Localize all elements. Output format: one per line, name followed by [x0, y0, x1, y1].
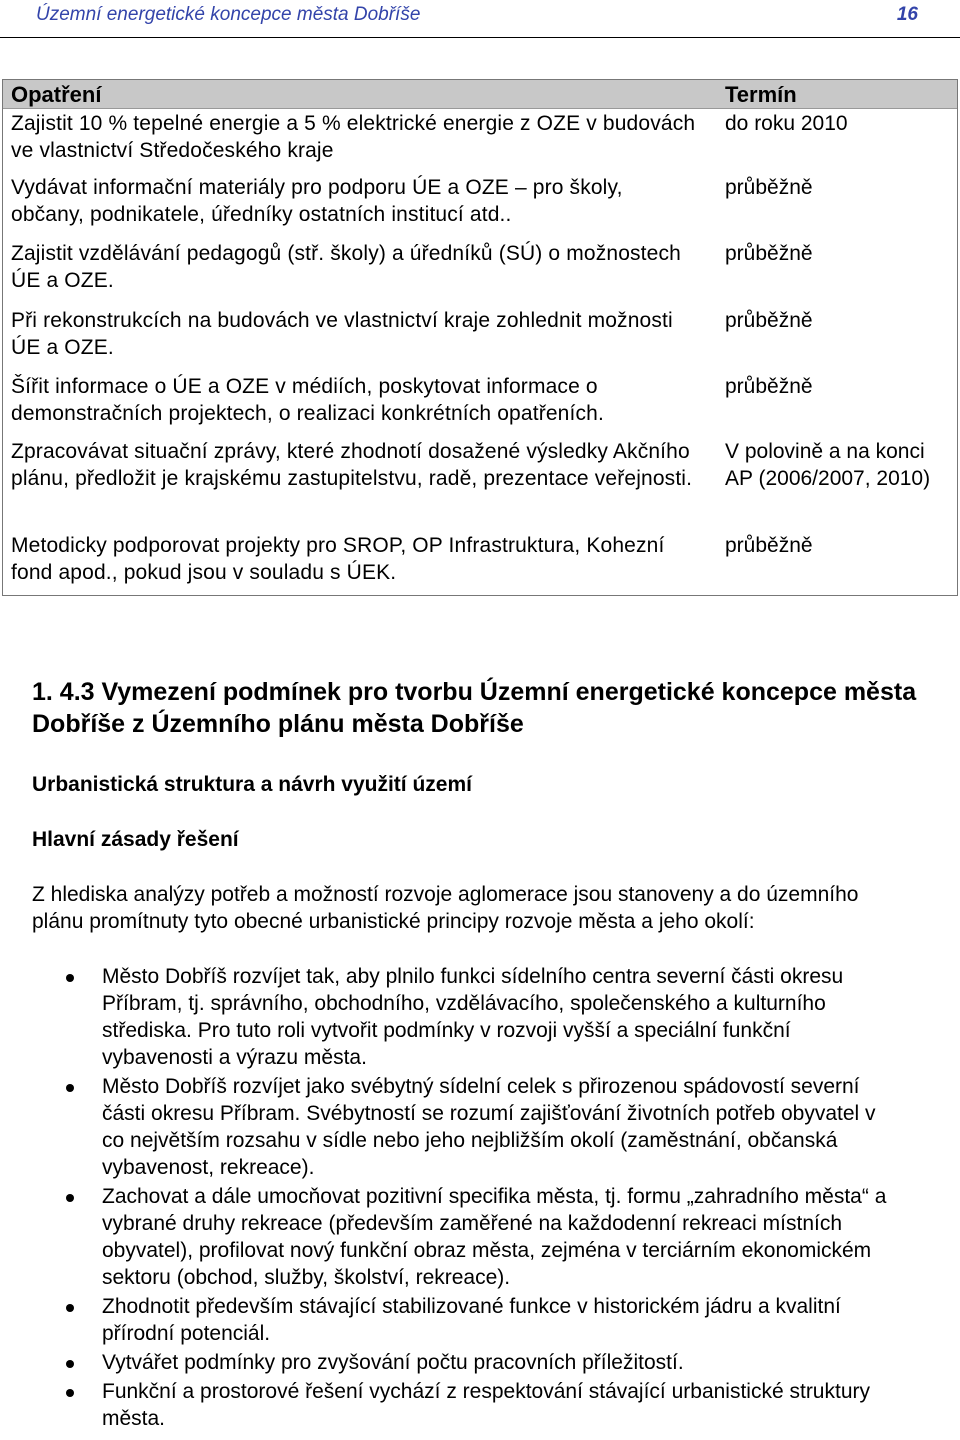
- list-item-text: Město Dobříš rozvíjet jako svébytný sídelní celek s přirozenou spádovostí severní části okresu Příbram. Svébytností se rozumí zajišťování životních potřeb obyvatel v co největším rozsahu v sídle nebo jeho nejbližším okolí (zaměstnání, občanská vybavenost, rekreace).: [102, 1075, 876, 1179]
- bullet-icon: [66, 1389, 74, 1397]
- list-item-text: Funkční a prostorové řešení vychází z respektování stávající urbanistické struktury města.: [102, 1380, 870, 1430]
- list-item-text: Zachovat a dále umocňovat pozitivní specifika města, tj. formu „zahradního města“ a vybrané druhy rekreace (především zaměřené na každodenní rekreaci místních obyvatel), profilovat nový funkční obraz města, zejména v terciárním ekonomickém sektoru (obchod, služby, školství, rekreace).: [102, 1185, 887, 1289]
- measure-cell: Zajistit vzdělávání pedagogů (stř. školy) a úředníků (SÚ) o možnostech ÚE a OZE.: [11, 242, 681, 292]
- running-header: [0, 0, 960, 38]
- subheading-urban-structure: Urbanistická struktura a návrh využití území: [32, 773, 472, 796]
- term-cell: V polovině a na konci AP (2006/2007, 2010): [725, 440, 931, 490]
- bullet-icon: [66, 1360, 74, 1368]
- subheading-main-principles: Hlavní zásady řešení: [32, 828, 239, 851]
- bullet-icon: [66, 1194, 74, 1202]
- list-item: [0, 1293, 960, 1347]
- measure-cell: Zajistit 10 % tepelné energie a 5 % elektrické energie z OZE v budovách ve vlastnictví Středočeského kraje: [11, 112, 696, 162]
- running-header-title: Územní energetické koncepce města Dobříše: [36, 4, 421, 25]
- term-cell: průběžně: [725, 176, 813, 199]
- list-item-text: Zhodnotit především stávající stabilizované funkce v historickém jádru a kvalitní přírodní potenciál.: [102, 1295, 841, 1345]
- term-cell: průběžně: [725, 375, 813, 398]
- term-cell: průběžně: [725, 534, 813, 557]
- measure-cell: Při rekonstrukcích na budovách ve vlastnictví kraje zohlednit možnosti ÚE a OZE.: [11, 309, 673, 359]
- list-item: [0, 1349, 960, 1376]
- bullet-icon: [66, 974, 74, 982]
- principles-list: [0, 963, 960, 1434]
- table-header-row: [3, 80, 957, 109]
- page-number: 16: [896, 4, 918, 25]
- bullet-icon: [66, 1084, 74, 1092]
- bullet-icon: [66, 1304, 74, 1312]
- intro-paragraph: Z hlediska analýzy potřeb a možností rozvoje aglomerace jsou stanoveny a do územního plánu promítnuty tyto obecné urbanistické principy rozvoje města a jeho okolí:: [32, 883, 859, 933]
- term-cell: průběžně: [725, 242, 813, 265]
- term-cell: průběžně: [725, 309, 813, 332]
- term-cell: do roku 2010: [725, 112, 848, 135]
- list-item: [0, 1073, 960, 1181]
- list-item: [0, 1183, 960, 1291]
- list-item-text: Město Dobříš rozvíjet tak, aby plnilo funkci sídelního centra severní části okresu Příbram, tj. správního, obchodního, vzdělávacího, společenského a kulturního střediska. Pro tuto roli vytvořit podmínky v rozvoji vyšší a speciální funkční vybavenosti a výrazu města.: [102, 965, 844, 1069]
- column-header-measure: Opatření: [11, 82, 102, 107]
- list-item-text: Vytvářet podmínky pro zvyšování počtu pracovních příležitostí.: [102, 1351, 684, 1374]
- measure-cell: Šířit informace o ÚE a OZE v médiích, poskytovat informace o demonstračních projektech, o realizaci konkrétních opatřeních.: [11, 375, 604, 425]
- list-item: [0, 963, 960, 1071]
- section-title: 1. 4.3 Vymezení podmínek pro tvorbu Územní energetické koncepce města Dobříše z Územního plánu města Dobříše: [32, 678, 917, 738]
- column-header-term: Termín: [725, 82, 797, 107]
- measure-cell: Metodicky podporovat projekty pro SROP, OP Infrastruktura, Kohezní fond apod., pokud jsou v souladu s ÚEK.: [11, 534, 665, 584]
- measure-cell: Zpracovávat situační zprávy, které zhodnotí dosažené výsledky Akčního plánu, předložit je krajskému zastupitelstvu, radě, prezentace veřejnosti.: [11, 440, 693, 490]
- measure-cell: Vydávat informační materiály pro podporu ÚE a OZE – pro školy, občany, podnikatele, úředníky ostatních institucí atd..: [11, 176, 623, 226]
- measures-table: [2, 79, 958, 596]
- list-item: [0, 1378, 960, 1432]
